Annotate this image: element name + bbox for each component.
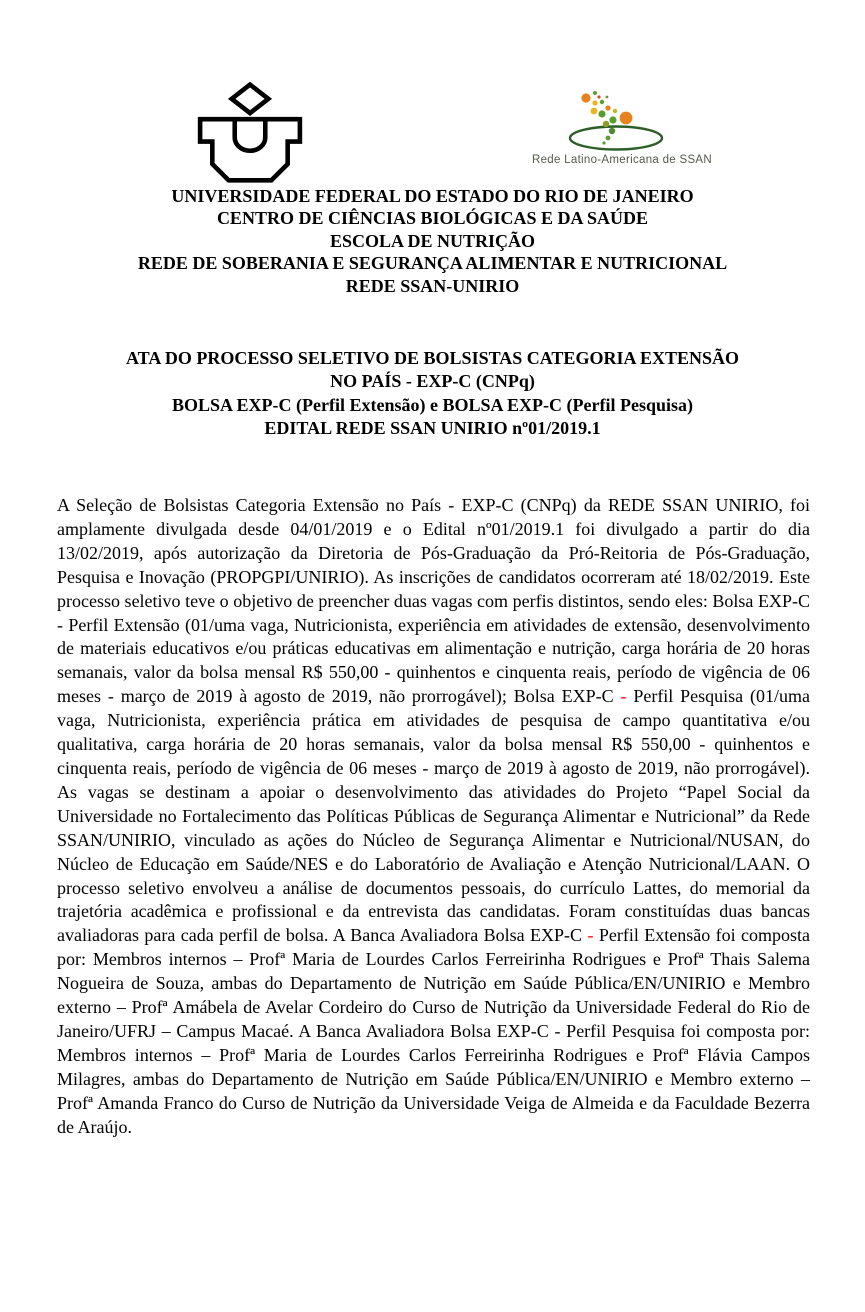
document-title [0, 347, 865, 441]
header-line-network: REDE DE SOBERANIA E SEGURANÇA ALIMENTAR E NUTRICIONAL [137, 253, 728, 274]
body-paragraph: A Seleção de Bolsistas Categoria Extensão no País - EXP-C (CNPq) da REDE SSAN UNIRIO, foi amplamente divulgada desde 04/01/2019 e o Edital nº01/2019.1 foi divulgado a partir do dia 13/02/2019, após autorização da Diretoria de Pós-Graduação da Pró-Reitoria de Pós-Graduação, Pesquisa e Inovação (PROPGPI/UNIRIO). As inscrições de candidatos ocorreram até 18/02/2019. Este processo seletivo teve o objetivo de preencher duas vagas com perfis distintos, sendo eles: Bolsa EXP-C - Perfil Extensão (01/uma vaga, Nutricionista, experiência em atividades de extensão, desenvolvimento de materiais educativos e/ou práticas educativas em alimentação e nutrição, carga horária de 20 horas semanais, valor da bolsa mensal R$ 550,00 - quinhentos e cinquenta reais, período de vigência de 06 meses - março de 2019 à agosto de 2019, não prorrogável); Bolsa EXP-C - Perfil Pesquisa (01/uma vaga, Nutricionista, experiência prática em atividades de pesquisa de campo quantitativa e/ou qualitativa, carga horária de 20 horas semanais, valor da bolsa mensal R$ 550,00 - quinhentos e cinquenta reais, período de vigência de 06 meses - março de 2019 à agosto de 2019, não prorrogável). As vagas se destinam a apoiar o desenvolvimento das atividades do Projeto “Papel Social da Universidade no Fortalecimento das Políticas Públicas de Segurança Alimentar e Nutricional” da Rede SSAN/UNIRIO, vinculado as ações do Núcleo de Segurança Alimentar e Nutricional/NUSAN, do Núcleo de Educação em Saúde/NES e do Laboratório de Avaliação e Atenção Nutricional/LAAN. O processo seletivo envolveu a análise de documentos pessoais, do currículo Lattes, do memorial da trajetória acadêmica e profissional e da entrevista das candidatas. Foram constituídas duas bancas avaliadoras para cada perfil de bolsa. A Banca Avaliadora Bolsa EXP-C - Perfil Extensão foi composta por: Membros internos – Profª Maria de Lourdes Carlos Ferreirinha Rodrigues e Profª Thais Salema Nogueira de Souza, ambas do Departamento de Nutrição em Saúde Pública/EN/UNIRIO e Membro externo – Profª Amábela de Avelar Cordeiro do Curso de Nutrição da Universidade Federal do Rio de Janeiro/UFRJ – Campus Macaé. A Banca Avaliadora Bolsa EXP-C - Perfil Pesquisa foi composta por: Membros internos – Profª Maria de Lourdes Carlos Ferreirinha Rodrigues e Profª Flávia Campos Milagres, ambas do Departamento de Nutrição em Saúde Pública/EN/UNIRIO e Membro externo – Profª Amanda Franco do Curso de Nutrição da Universidade Veiga de Almeida e da Faculdade Bezerra de Araújo. [57, 495, 811, 1137]
title-line-1: ATA DO PROCESSO SELETIVO DE BOLSISTAS CATEGORIA EXTENSÃO [126, 348, 739, 368]
header-line-center: CENTRO DE CIÊNCIAS BIOLÓGICAS E DA SAÚDE [216, 208, 649, 229]
title-line-3: BOLSA EXP-C (Perfil Extensão) e BOLSA EXP-C (Perfil Pesquisa) [172, 394, 693, 415]
ssan-logo [523, 84, 721, 166]
header-line-network-short: REDE SSAN-UNIRIO [345, 275, 520, 296]
ssan-map-dots-icon [524, 84, 720, 152]
unirio-logo [194, 82, 306, 190]
header-line-university: UNIVERSIDADE FEDERAL DO ESTADO DO RIO DE JANEIRO [171, 186, 694, 206]
header-line-school: ESCOLA DE NUTRIÇÃO [329, 230, 536, 251]
title-line-4: EDITAL REDE SSAN UNIRIO nº01/2019.1 [264, 418, 601, 439]
ssan-logo-label: Rede Latino-Americana de SSAN [531, 154, 712, 166]
institution-header [0, 185, 865, 297]
unirio-crest-icon [194, 82, 306, 190]
title-line-2: NO PAÍS - EXP-C (CNPq) [330, 371, 535, 392]
